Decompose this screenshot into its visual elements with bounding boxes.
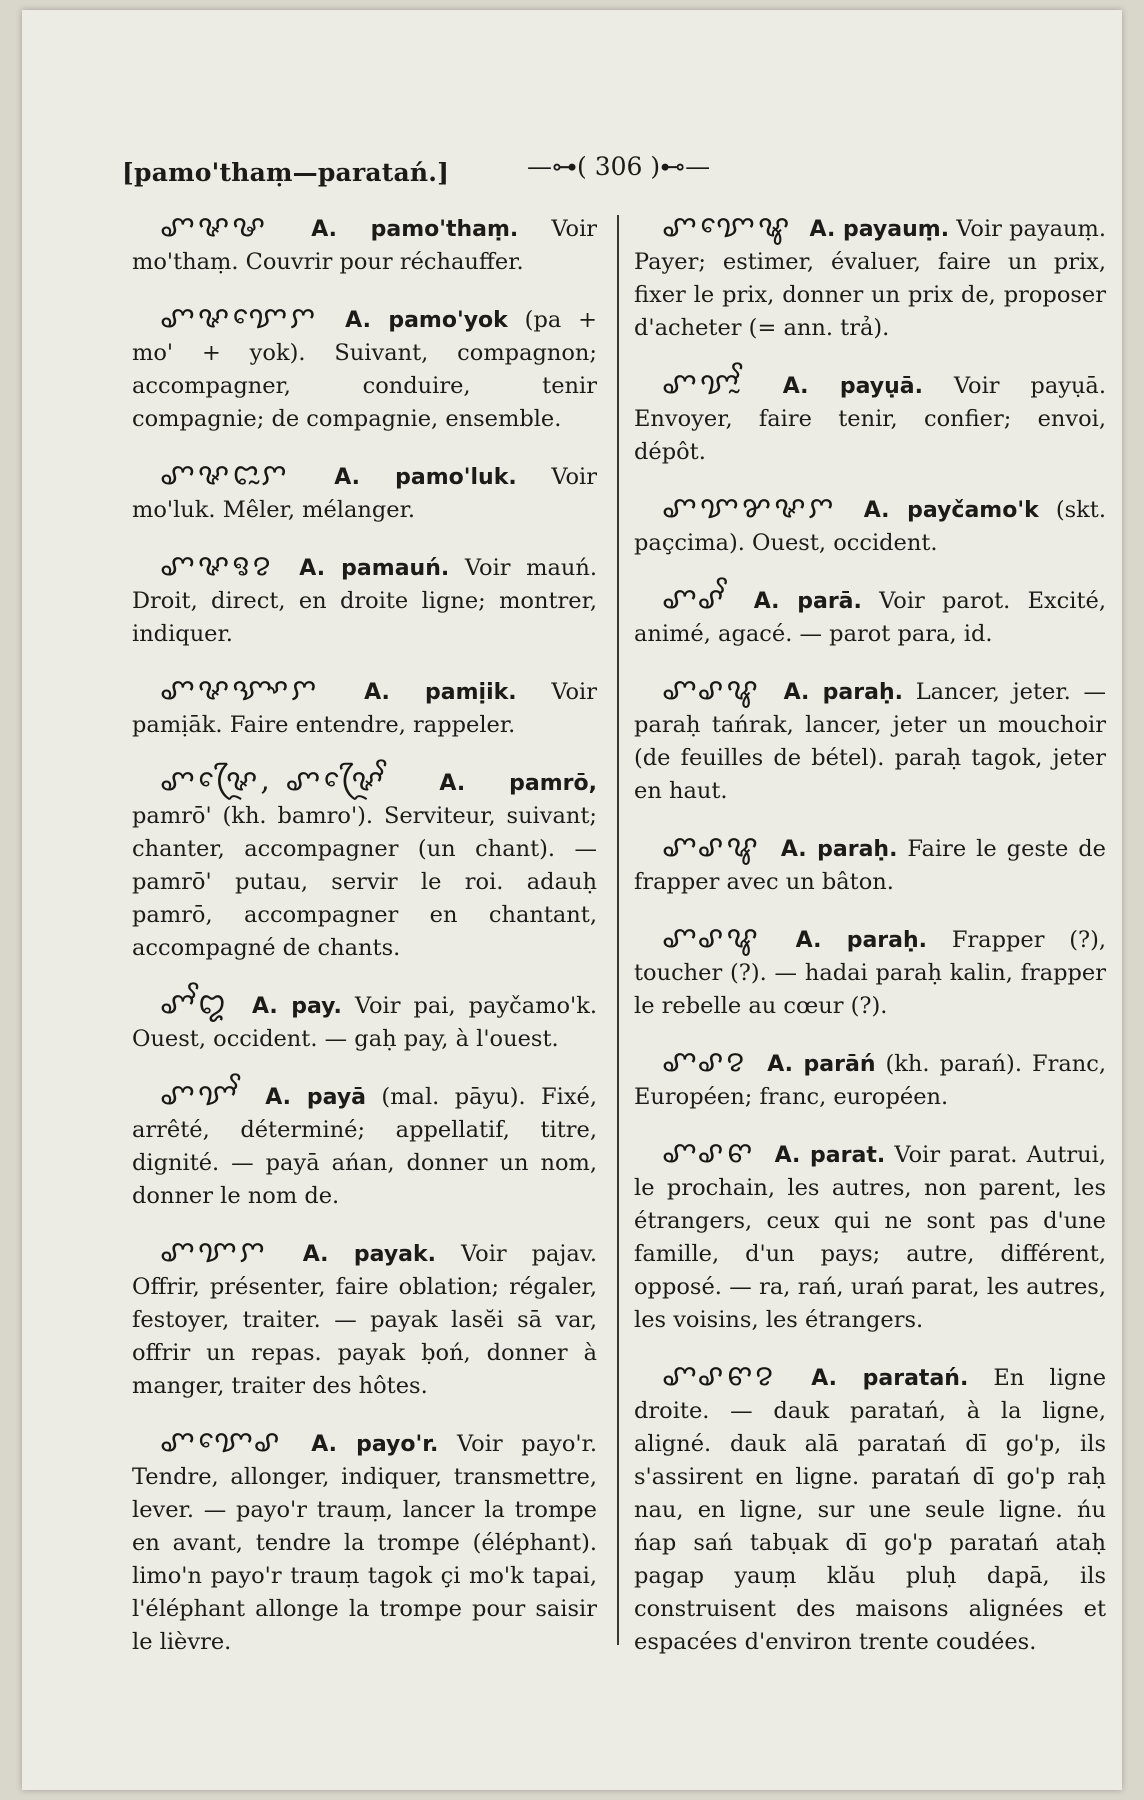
definition: (mal. pāyu). Fixé, arrêté, déterminé; appellatif, titre, dignité. — payā ańan, donner un nom, donner le nom de. [132,1084,597,1209]
entry-range: [pamo'thaṃ—paratań.] [122,158,450,187]
cham-script-word: ꨚꨣꨥ [662,920,761,955]
headword: A. paraḥ. [783,680,903,705]
definition: Voir payauṃ. Payer; estimer, évaluer, faire un prix, fixer le prix, donner un prix de, proposer d'acheter (= ann. trả). [634,216,1106,341]
cham-script-word: ꨚꨢꨯꨣ [160,1424,283,1459]
headword: A. parā. [753,589,862,614]
cham-script-word: ꨚꨢꨆ [160,1234,268,1269]
dictionary-entry [634,491,1106,560]
headword: A. pamo'luk. [334,465,517,490]
definition: Voir payụā. Envoyer, faire tenir, confier; envoi, dépôt. [634,373,1106,465]
definition: Voir parat. Autrui, le prochain, les autres, non parent, les étrangers, ceux qui ne sont pas d'une famille, d'un pays; autre, différent, opposé. — ra, rań, urań parat, les autres, les voisins, les étrangers. [634,1142,1106,1333]
definition: Voir pajav. Offrir, présenter, faire oblation; régaler, festoyer, traiter. — payak lasĕi sā var, offrir un repas. payak ḅoń, donner à manger, traiter des hôtes. [132,1241,598,1399]
dictionary-entry [634,1136,1106,1337]
cham-script-word: ꨚꨢꨌꨟꨆ [662,490,837,525]
headword: A. pamo'thaṃ. [311,217,519,242]
headword: A. pamo'yok [345,308,508,333]
headword: A. paratań. [811,1366,969,1391]
headword: A. payụā. [782,374,923,399]
dictionary-entry [634,673,1106,808]
dictionary-entry [132,987,597,1056]
headword: A. payauṃ. [809,217,950,242]
dictionary-entry [132,549,597,651]
definition: pamrō' (kh. bamro'). Serviteur, suivant; chanter, accompagner (un chant). — pamrō' putau, servir le roi. adauḥ pamrō, accompagner en chantant, accompagné de chants. [132,803,597,961]
dictionary-entry [634,210,1106,345]
headword: A. payo'r. [311,1432,439,1457]
headword: A. paraḥ. [795,928,928,953]
headword: A. pamịik. [364,680,517,705]
dictionary-entry [132,1425,597,1659]
dictionary-entry [132,673,597,742]
definition: Voir pai, payčamo'k. Ouest, occident. — gaḥ pay, à l'ouest. [132,993,597,1052]
dictionary-entry [132,764,597,965]
dictionary-entry [634,921,1106,1023]
dictionary-entry [634,582,1106,651]
cham-script-word: ꨚꨣꨓ [662,1135,756,1170]
page [22,10,1122,1790]
cham-script-word: ꨚꨟꨎꨳꨆ [160,672,320,707]
dictionary-entry [132,301,597,436]
headword: A. payak. [302,1242,437,1267]
dictionary-entry [132,210,597,279]
page-number: —⊶( 306 )⊷— [527,152,711,181]
definition: (skt. paçcima). Ouest, occident. [634,497,1106,556]
definition: Frapper (?), toucher (?). — hadai paraḥ kalin, frapper le rebelle au cœur (?). [634,927,1107,1019]
cham-script-word: ꨚꨟꨤꨭꨆ [160,457,290,492]
cham-script-word: ꨚꨢꨩ [160,1077,240,1112]
right-column [634,210,1106,1681]
definition: Faire le geste de frapper avec un bâton. [634,836,1106,895]
dictionary-entry [634,367,1106,469]
cham-script-word: ꨚꨟꨢꨯꨆ [160,300,319,335]
column-divider [617,215,619,1645]
dictionary-entry [634,1045,1106,1114]
cham-script-word: ꨚꨟꨅꨂ [160,548,274,583]
cham-script-word: ꨚꨩꨁ [160,986,229,1021]
definition: Voir mauń. Droit, direct, en droite ligne; montrer, indiquer. [132,555,598,647]
definition: En ligne droite. — dauk paratań, à la ligne, aligné. dauk alā paratań dī go'p, ils s'assirent en ligne. paratań dī go'p raḥ nau, en ligne, sur une seule ligne. ńu ńap sań tabụak dī go'p paratań ataḥ pagap yauṃ klău pluḥ dapā, ils construisent des maisons alignées et espacées d'environ trente coudées. [634,1365,1107,1655]
left-column [132,210,597,1681]
headword: A. pamrō, [439,771,598,796]
headword: A. pamauń. [299,556,450,581]
definition: (pa + mo' + yok). Suivant, compagnon; accompagner, conduire, tenir compagnie; de compagnie, ensemble. [132,307,597,432]
dictionary-entry [132,458,597,527]
headword: A. parat. [774,1143,886,1168]
definition: Voir mo'thaṃ. Couvrir pour réchauffer. [132,216,598,275]
dictionary-entry [634,830,1106,899]
cham-script-word: ꨚꨣꨓꨂ [662,1358,777,1393]
running-header [122,150,1082,200]
headword: A. pay. [251,994,342,1019]
dictionary-entry [132,1078,597,1213]
headword: A. paraḥ. [780,837,898,862]
cham-script-word: ꨚꨢꨯꨡ [662,209,793,244]
definition: Lancer, jeter. — paraḥ tańrak, lancer, jeter un mouchoir (de feuilles de bétel). paraḥ tagok, jeter en haut. [634,679,1106,804]
cham-script-word: ꨚꨟꨴꨯ, ꨚꨟꨴꨯꨩ [160,763,386,798]
cham-script-word: ꨚꨟꨔ [160,209,269,244]
cham-script-word: ꨚꨣꨩ [662,581,727,616]
definition: Voir parot. Excité, animé, agacé. — parot para, id. [634,588,1106,647]
cham-script-word: ꨚꨣꨂ [662,1044,748,1079]
cham-script-word: ꨚꨣꨥ [662,672,761,707]
definition: Voir payo'r. Tendre, allonger, indiquer, transmettre, lever. — payo'r trauṃ, lancer la trompe en avant, tendre la trompe (éléphant). limo'n payo'r trauṃ tagok çi mo'k tapai, l'éléphant allonge la trompe pour saisir le lièvre. [132,1431,597,1655]
dictionary-entry [132,1235,597,1403]
cham-script-word: ꨚꨢꨭꨩ [662,366,742,401]
cham-script-word: ꨚꨣꨥ [662,829,761,864]
headword: A. payčamo'k [863,498,1039,523]
definition: Voir mo'luk. Mêler, mélanger. [132,464,598,523]
dictionary-entry [634,1359,1106,1659]
headword: A. payā [265,1085,367,1110]
definition: Voir pamịāk. Faire entendre, rappeler. [132,679,598,738]
headword: A. parāń [767,1052,876,1077]
definition: (kh. parań). Franc, Européen; franc, européen. [634,1051,1107,1110]
